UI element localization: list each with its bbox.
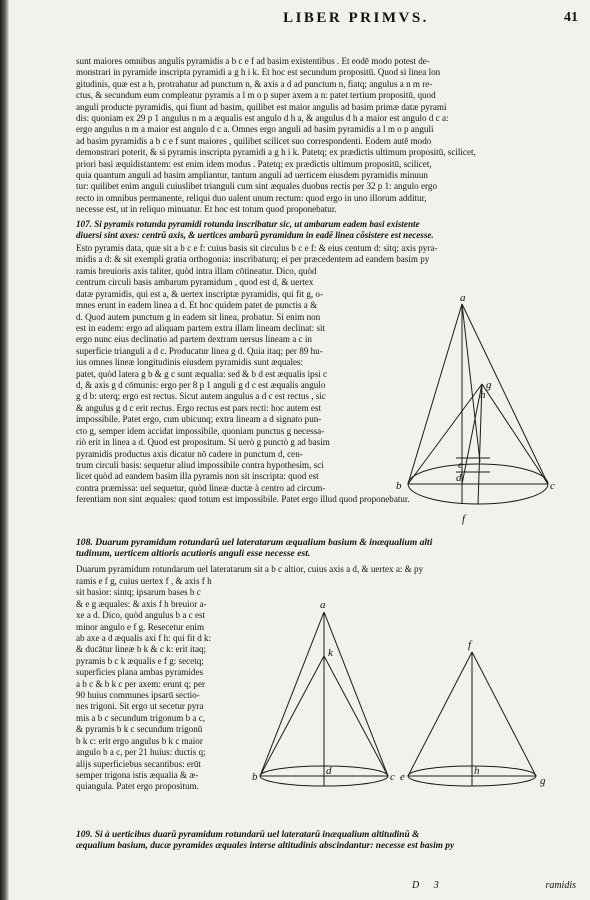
- proposition-108-body: [76, 564, 562, 575]
- label-f: f: [468, 639, 472, 651]
- catchword: ramidis: [545, 880, 576, 891]
- figure-shorter-cone-svg: [400, 636, 560, 800]
- text-line: datæ pyramidis, qui est a, & uertex inscriptæ pyramidis, qui fit g, o-: [76, 288, 324, 299]
- text-line: pyramis b c k æqualis e f g: secetq;: [76, 655, 204, 666]
- text-line: & e g æquales: & axis f h breuior a-: [76, 598, 207, 609]
- text-line: ab axe a d æqualis axi f h: qui fit d k:: [76, 633, 212, 644]
- paragraph-continued: [76, 56, 562, 216]
- label-h: h: [480, 389, 486, 401]
- text-line: recto in omnibus permanente, reliqui duo ualent unum rectum: quod ergo in uno illorum additur,: [76, 192, 427, 203]
- text-line: Duarum pyramidum rotundarum uel lateratarum sit a b c altior, cuius axis a d, & uertex a: & py: [76, 564, 424, 574]
- figure-inscribed-cones-svg: [390, 290, 560, 530]
- title-line: diuersi sint axes: centrū axis, & uertices ambarū pyramidum in eadē linea cōsistere est necesse.: [76, 230, 434, 241]
- proposition-108-title: [76, 537, 562, 560]
- text-line: demonstrari poterit, & si pyramis inscripta pyramidi a g h i k. Patetq; ex prædictis ultimum propositū, scilicet,: [76, 147, 476, 158]
- text-line: ius omnes lineæ longitudinis eiusdem pyramidis sunt æquales:: [76, 357, 304, 368]
- text-line: priori basi æquidistantem: est enim idem modus . Patetq; ex prædictis ultimum propositū, scilicet,: [76, 158, 432, 169]
- proposition-107-title: [76, 219, 562, 242]
- title-line: æqualium basium, ducæ pyramides æquales interse altitudinis abscindantur: necesse est basim py: [76, 841, 455, 852]
- text-line: superficie trianguli a d c. Producatur linea g d. Quia itaq; per 89 hu-: [76, 345, 323, 356]
- text-line: sunt maiores omnibus angulis pyramidis a b c e f ad basim existentibus . Et eodē modo potest de-: [76, 56, 430, 66]
- text-line: cto g, semper idem accidat impossibile, quoniam punctus g necessa-: [76, 425, 325, 436]
- text-line: g d b: uterq; ergo est rectus. Sicut autem angulus a d c est rectus , sic: [76, 391, 326, 402]
- proposition-107-body-end: [76, 460, 406, 494]
- text-line: xe a d. Dico, quòd angulus b a c est: [76, 610, 206, 621]
- figure-shorter-cone: [400, 636, 560, 800]
- text-line: superficies plana ambas pyramides: [76, 667, 204, 678]
- text-line: nes trigoni. Sit ergo ut secetur pyra: [76, 701, 204, 712]
- text-line: alijs superficiebus secantibus: erūt: [76, 758, 202, 769]
- text-line: b k c: erit ergo angulus b k c maior: [76, 735, 203, 746]
- label-c: c: [390, 771, 395, 783]
- text-line: monstrari in pyramide inscripta pyramidi a g h i k. Et hoc est secundum propositū. Quod si linea lon: [76, 67, 441, 78]
- text-line: Esto pyramis data, quæ sit a b c e f: cuius basis sit circulus b c e f: & eius centum d: sitq; axis pyra-: [76, 243, 438, 253]
- text-line: ctus, & secundum eum compleatur pyramis a l m o p super axem a n: patet tertium propositū, quod: [76, 90, 436, 101]
- text-line: ramis e f g, cuius uertex f , & axis f h: [76, 576, 212, 586]
- page-number: 41: [564, 10, 578, 25]
- proposition-109-title: [76, 830, 562, 853]
- label-g: g: [540, 775, 546, 787]
- title-line: 108. Duarum pyramidum rotundarū uel lateratarum æqualium basium & inæqualium alti: [76, 537, 433, 548]
- label-f: f: [462, 513, 466, 525]
- figure-taller-cone-svg: [252, 598, 402, 798]
- text-line: patet, quòd latera g b & g c sunt æqualia: sed & b d est æqualis ipsi c: [76, 368, 328, 379]
- text-line: anguli producte pyramidis, qui fiunt ad basim, quilibet est maior angulis ad basim primæ datæ pyrami: [76, 101, 447, 112]
- text-line: est in eadem: ergo ad aliquam partem extra illam lineam declinat: sit: [76, 323, 326, 334]
- text-line: tur: quilibet enim anguli cuiuslibet trianguli cum sint æquales duobus rectis per 32 p 1: angulo ergo: [76, 181, 437, 192]
- text-line: pyramidis productus axis dicatur nō cadere in punctum d, cen-: [76, 448, 303, 459]
- label-b: b: [252, 771, 258, 783]
- text-line: dis: quoniam ex 29 p 1 angulus n m a æqualis est angulo d h a, & angulus d h a maior est angulo d c a:: [76, 113, 449, 124]
- label-d: d: [456, 472, 462, 484]
- running-header: LIBER PRIMVS.: [283, 10, 429, 26]
- text-line: contra præmissa: uel sequetur, quòd lineæ ductæ à centro ad circum-: [76, 482, 326, 493]
- text-line: mis a b c secundum trigonum b a c,: [76, 712, 206, 723]
- text-line: quiangula. Patet ergo propositum.: [76, 781, 199, 792]
- text-line: quia quantum anguli ad basim ampliantur, tantum anguli ad uerticem eiusdem pyramidis minuun: [76, 170, 428, 181]
- text-line: 90 huius communes ipsarū sectio-: [76, 690, 200, 701]
- title-line: 109. Si à uerticibus duarū pyramidum rotundarū uel lateratarū inæqualium altitudinū &: [76, 830, 420, 840]
- text-line: mnes erunt in eadem linea a d. Et hoc quidem patet de punctis a &: [76, 300, 318, 311]
- label-c: c: [550, 480, 555, 492]
- text-line: ergo nunc eius declinatio ad partem dextram uersus lineam a c in: [76, 334, 312, 345]
- text-line: semper trigona istis æqualia & æ-: [76, 769, 199, 780]
- text-line: centrum circuli basis ambarum pyramidum , quod est d, & uertex: [76, 277, 314, 288]
- text-line: sit basior: sintq; ipsarum bases b c: [76, 587, 201, 598]
- text-line: minor angulo e f g. Resecetur enim: [76, 621, 205, 632]
- text-line: gitudinis, quæ est a h, protrahatur ad punctum n, & axis a d ad punctum n, fiatq; angulus a n m re-: [76, 78, 433, 89]
- text-line: a b c & b k c per axem: erunt q; per: [76, 678, 206, 689]
- text-line: impossibile. Patet ergo, cum ubicunq; extra lineam a d signato pun-: [76, 414, 322, 425]
- proposition-107-body: [76, 243, 562, 266]
- text-line: d. Quod autem punctum g in eadem sit linea, probatur. Si enim non: [76, 311, 321, 322]
- text-line: angulo b a c, per 21 huius: ductis q;: [76, 747, 206, 758]
- text-line: & ducātur lineæ b k & c k: erit itaq;: [76, 644, 207, 655]
- page-gutter: [0, 0, 9, 900]
- text-line: ramis breuioris axis taliter, quòd intra illam cōtineatur. Dico, quòd: [76, 266, 317, 276]
- text-line: trum circuli basis: sequetur aliud impossibile contra hypothesim, sci: [76, 460, 324, 470]
- text-line: ad basim pyramidis a b c e f sunt maiores , quilibet scilicet suo correspondenti. Eodem autē modo: [76, 135, 432, 146]
- text-line: ferentiam non sint æquales: quod totum est impossibile. Patet ergo illud quod proponebatur.: [76, 494, 410, 504]
- label-d: d: [326, 765, 332, 777]
- label-e: e: [458, 459, 463, 471]
- label-g: g: [486, 379, 492, 391]
- figure-inscribed-cones: [390, 290, 560, 530]
- proposition-108-body-narrow: [76, 576, 246, 793]
- text-line: necesse est, ut in reliquo minuatur. Et hoc est totum quod proponebatur.: [76, 204, 337, 215]
- text-line: d, & axis g d cōmunis: ergo per 8 p 1 anguli g d c est æqualis angulo: [76, 380, 326, 391]
- text-line: riò erit in linea a d. Quod est propositum. Si uerò g punctò g ad basim: [76, 437, 330, 448]
- text-line: ergo angulus n m a maior est angulo d c a. Omnes ergo anguli ad basim pyramidis a l m o p anguli: [76, 124, 434, 135]
- signature-mark: D 3: [412, 880, 445, 891]
- text-line: & pyramis b k c secundum trigonū: [76, 724, 203, 735]
- text-line: midis a d: & sit exempli gratia orthogonia: inscribaturq; ei per præcedentem ad eandem basim py: [76, 254, 430, 265]
- label-h: h: [474, 765, 480, 777]
- title-line: 107. Si pyramis rotunda pyramidi rotunda inscribatur sic, ut ambarum eadem basi existente: [76, 219, 420, 229]
- label-k: k: [328, 647, 333, 659]
- figure-taller-cone: [252, 598, 402, 798]
- title-line: tudinum, uerticem altioris acutioris anguli esse necesse est.: [76, 548, 311, 560]
- label-a: a: [320, 599, 326, 611]
- label-e: e: [400, 771, 405, 783]
- label-b: b: [396, 480, 402, 492]
- text-line: licet quòd ad eandem basim illa pyramis non sit inscripta: quod est: [76, 471, 319, 482]
- label-a: a: [460, 292, 466, 304]
- proposition-107-body-narrow: [76, 266, 396, 460]
- text-line: & angulus g d c erit rectus. Ergo rectus est pars recti: hoc autem est: [76, 402, 322, 413]
